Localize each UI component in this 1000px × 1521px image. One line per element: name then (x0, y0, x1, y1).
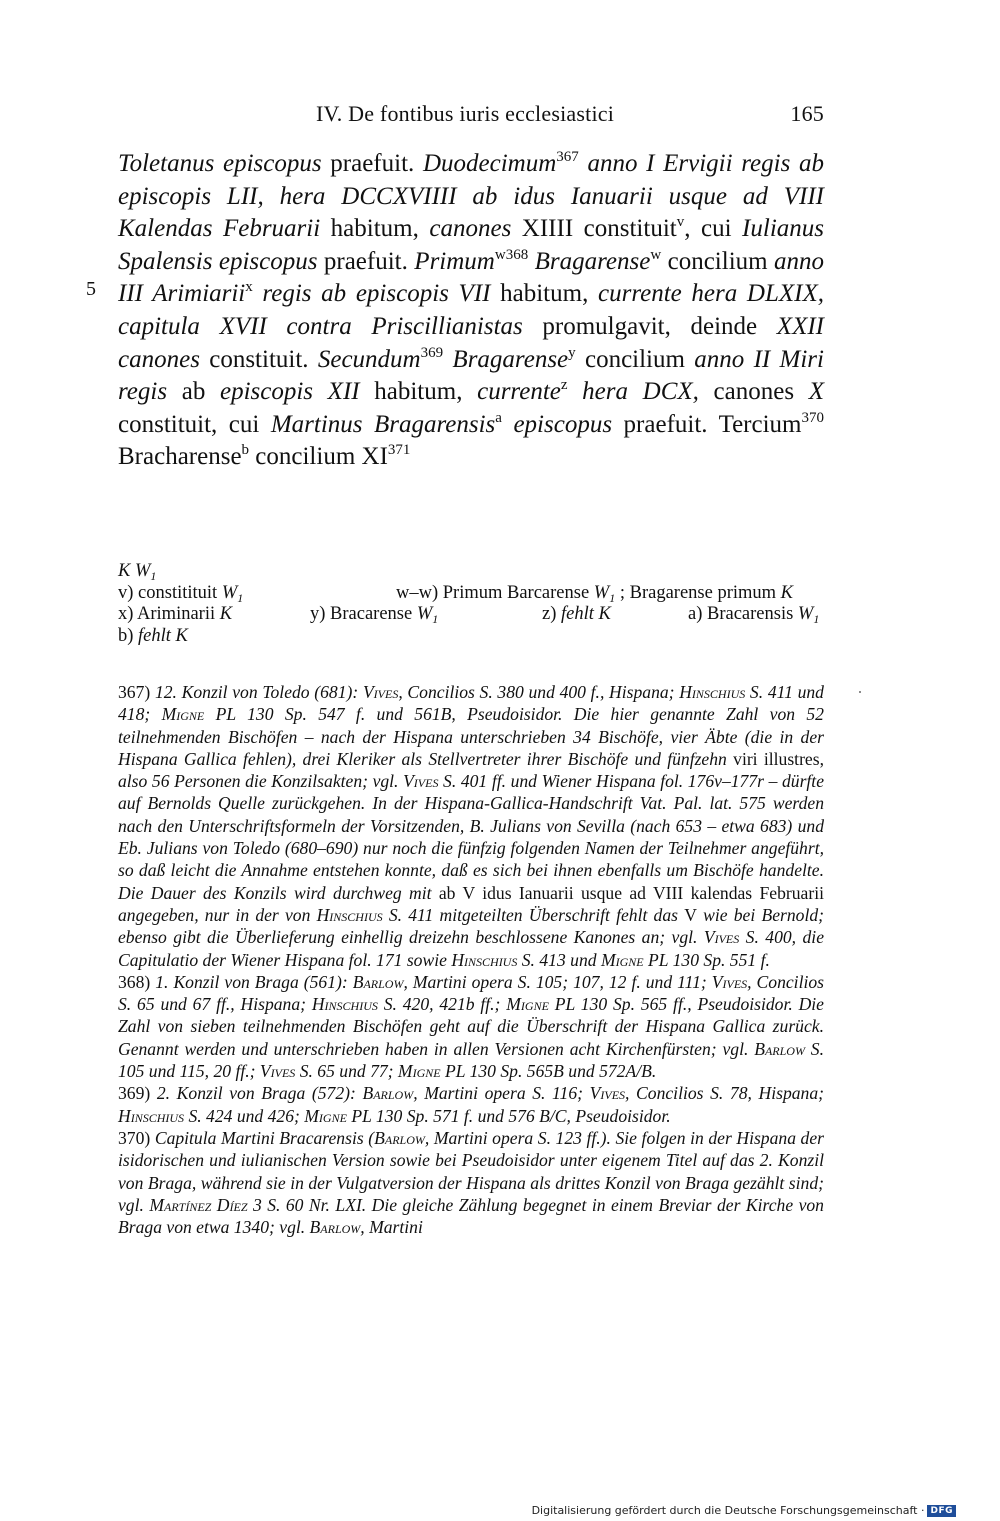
variant-ref: b (241, 442, 250, 459)
apparatus-entry-b: b) fehlt K (118, 625, 188, 646)
main-text-segment: promulgavit, deinde (522, 312, 777, 340)
main-text-segment: XIIII constituit (511, 215, 677, 243)
footnote-ref: 369 (420, 344, 444, 361)
main-text-segment: constituit. (199, 345, 318, 373)
main-text-segment: habitum, (359, 378, 478, 406)
digitization-note (532, 1504, 956, 1517)
variant-ref: y (568, 344, 576, 361)
margin-speck (859, 691, 861, 693)
variant-ref: x (245, 279, 253, 296)
running-head (118, 98, 824, 132)
main-text-segment: X (808, 378, 825, 406)
main-text-segment: Primum (414, 247, 495, 275)
footnote-367: 367) 12. Konzil von Toledo (681): Vives, Concilios S. 380 und 400 f., Hispana; Hinschius S. 411 und 418; Migne PL 130 Sp. 547 f. und 561B, Pseudoisidor. Die hier genannte Zahl von 52 teilnehmenden Bischöfen – nach der Hispana unterschrieben 34 Bischöfe, vier Äbte (die in der Hispana Gallica fehlen), drei Kleriker als Stellvertreter ihrer Bischöfe und fünfzehn viri illustres, also 56 Personen die Konzilsakten; vgl. Vives S. 401 ff. und Wiener Hispana fol. 176v–177r – dürfte auf Bernolds Quelle zurückgehen. In der Hispana-Gallica-Handschrift Vat. Pal. lat. 575 werden nach den Unterschriftsformeln der Vorsitzenden, B. Julians von Sevilla (nach 653 – etwa 683) und Eb. Julians von Toledo (680–690) nur noch die fünfzig folgenden Namen der Teilnehmer angeführt, so daß leicht die Annahme entstehen konnte, daß es sich bei ihnen ebenfalls um Bischöfe handelte. Die Dauer des Konzils wird durchweg mit ab V idus Ianuarii usque ad VIII kalendas Februarii angegeben, nur in der von Hinschius S. 411 mitgeteilten Überschrift fehlt das V wie bei Bernold; ebenso gibt die Überlieferung einhellig dreizehn beschlossene Kanones an; vgl. Vives S. 400, die Capitulatio der Wiener Hispana fol. 171 sowie Hinschius S. 413 und Migne PL 130 Sp. 551 f. (118, 682, 824, 970)
main-text-segment: , cui (684, 215, 743, 243)
main-text-segment: habitum, (490, 280, 598, 308)
main-text-segment: anno I Ervigii regis ab episcopis LII, hera DCCXVIIII ab idus Ianuarii usque ad VIII Kalendas Februarii (118, 150, 824, 243)
main-text-segment: Secundum (317, 345, 421, 373)
footnote-369: 369) 2. Konzil von Braga (572): Barlow, Martini opera S. 116; Vives, Concilios S. 78, Hispana; Hinschius S. 424 und 426; Migne PL 130 Sp. 571 f. und 576 B/C, Pseudoisidor. (118, 1083, 825, 1126)
critical-apparatus (118, 561, 824, 647)
main-text-segment: anno II Miri regis (118, 345, 824, 406)
main-text-segment: currente hera DLXIX, capitula XVII contra Priscillianistas (118, 280, 824, 340)
page-number: 165 (790, 101, 824, 126)
footnote-ref: 371 (387, 442, 411, 459)
variant-ref: w (650, 246, 662, 263)
main-text-segment: concilium (575, 345, 695, 373)
main-text-segment: Iulianus Spalensis episcopus (118, 215, 824, 275)
main-text-segment: canones (698, 378, 809, 406)
main-text-segment: canones (429, 215, 512, 243)
main-text-segment: currente (477, 378, 561, 406)
main-text-segment: constituit, cui (118, 410, 271, 438)
main-text-segment: Martinus Bragarensis (270, 410, 496, 438)
main-text-segment: Bragarense (528, 247, 651, 275)
footnote-ref: 367 (556, 149, 579, 165)
main-text-segment: hera DCX, (567, 378, 699, 406)
apparatus-entry-y: y) Bracarense $W_1$ (310, 604, 439, 626)
variant-ref: a (495, 409, 502, 426)
footnotes (118, 681, 824, 1238)
digitization-note-text: Digitalisierung gefördert durch die Deutsche Forschungsgemeinschaft · (531, 1504, 925, 1517)
main-text-segment: episcopus (501, 410, 613, 438)
line-number: 5 (86, 278, 96, 300)
main-text-segment: Bracharense (118, 443, 242, 471)
main-text-segment: concilium XI (249, 443, 388, 471)
footnote-ref: 370 (801, 409, 824, 426)
main-text-segment: episcopis XII (219, 378, 360, 406)
apparatus-row (118, 583, 824, 605)
apparatus-entry-x: x) Ariminarii K (118, 604, 233, 624)
apparatus-row (118, 604, 824, 626)
apparatus-entry-a: a) Bracarensis $W_1$ (688, 604, 820, 626)
footnote-ref: w368 (494, 246, 529, 263)
main-text-segment: praefuit. Tercium (612, 410, 802, 438)
main-text-segment: praefuit. (317, 247, 415, 275)
main-text-segment: Toletanus episcopus (118, 150, 322, 177)
main-text-segment: concilium (661, 247, 774, 275)
running-head-title: IV. De fontibus iuris ecclesiastici (316, 101, 615, 126)
main-text-segment: praefuit. (321, 150, 423, 177)
main-text-segment: Bragarense (443, 345, 569, 373)
footnote-368: 368) 1. Konzil von Braga (561): Barlow, Martini opera S. 105; 107, 12 f. und 111; Vives, Concilios S. 65 und 67 ff., Hispana; Hinschius S. 420, 421b ff.; Migne PL 130 Sp. 565 ff., Pseudoisidor. Die Zahl von sieben teilnehmenden Bischöfen geht auf die Überschrift der Hispana Gallica zurück. Genannt werden und unterschrieben haben in allen Versionen acht Kirchenfürsten; vgl. Barlow S. 105 und 115, 20 ff.; Vives S. 65 und 77; Migne PL 130 Sp. 565B und 572A/B. (118, 971, 824, 1082)
dfg-logo: DFG (927, 1505, 956, 1517)
main-text-segment: ab (167, 378, 220, 406)
apparatus-entry-z: z) fehlt K (542, 604, 611, 624)
apparatus-entry-w: w–w) Primum Barcarense $W_1$ ; Bragarense primum K (396, 582, 793, 605)
variant-ref: v (676, 214, 685, 231)
main-text-segment: Duodecimum (422, 150, 557, 177)
apparatus-row (118, 626, 824, 648)
apparatus-sigla: K $W_1$ (118, 561, 157, 583)
main-text-segment: XXII canones (118, 312, 824, 373)
apparatus-row (118, 561, 824, 583)
main-text-segment: anno III Arimiarii (118, 247, 824, 308)
variant-ref: z (560, 377, 568, 394)
main-text-segment: habitum, (320, 215, 430, 243)
apparatus-entry-v: v) constitituit $W_1$ (118, 582, 244, 605)
main-text (118, 148, 824, 474)
footnote-370: 370) Capitula Martini Bracarensis (Barlow, Martini opera S. 123 ff.). Sie folgen in der Hispana der isidorischen und iulianischen Version sowie bei Pseudoisidor unter eigenem Titel auf das 2. Konzil von Braga, während sie in der Vulgatversion der Hispana als drittes Konzil von Braga gezählt sind; vgl. Martínez Díez 3 S. 60 Nr. LXI. Die gleiche Zählung begegnet in einem Breviar der Kirche von Braga von etwa 1340; vgl. Barlow, Martini (118, 1127, 825, 1238)
main-text-segment: regis ab episcopis VII (252, 280, 491, 308)
